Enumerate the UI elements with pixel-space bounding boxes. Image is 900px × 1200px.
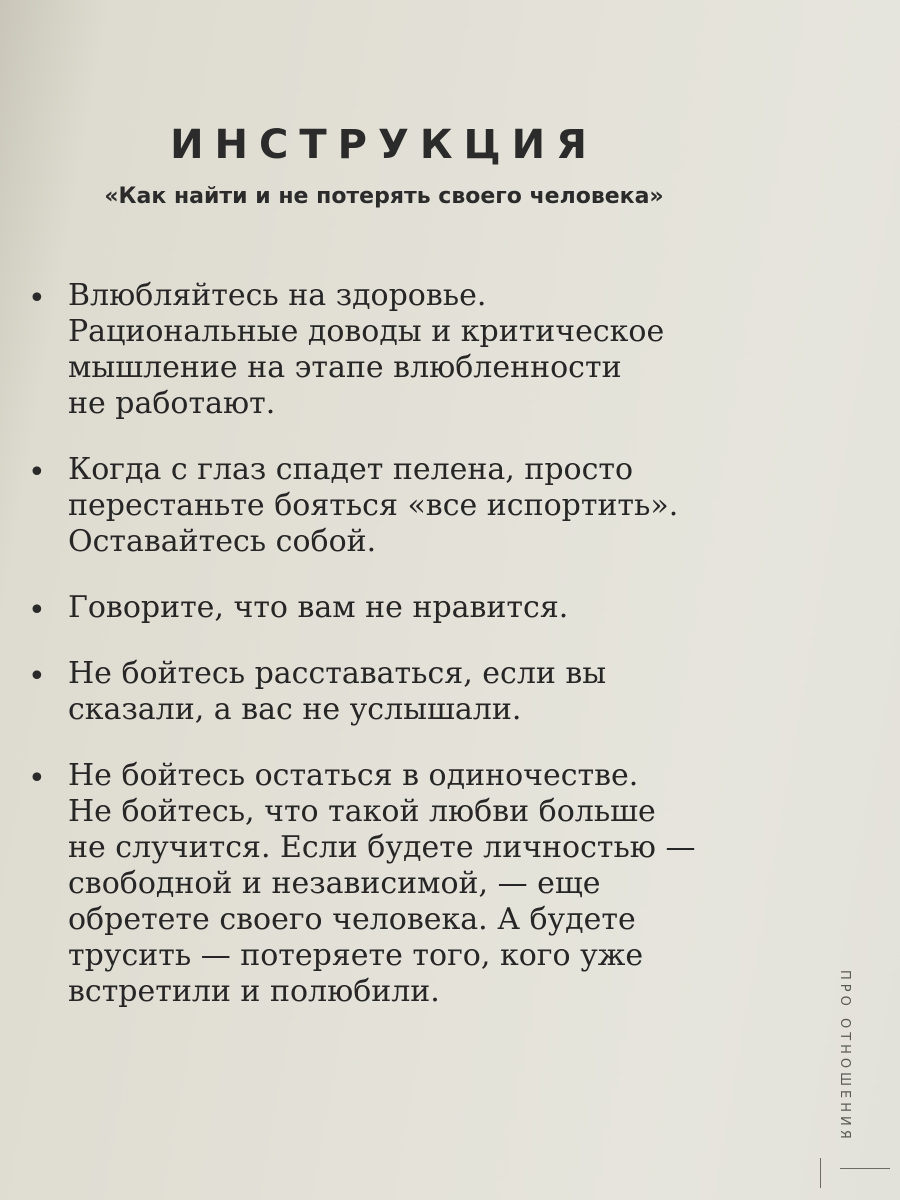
bullet-icon: •	[28, 455, 46, 490]
section-side-label: ПРО ОТНОШЕНИЯ	[837, 970, 852, 1143]
item-line: Рациональные доводы и критическое	[68, 314, 665, 349]
item-line: не случится. Если будете личностью —	[68, 830, 696, 865]
item-line: обретете своего человека. А будете	[68, 902, 636, 937]
item-line: Не бойтесь расставаться, если вы	[68, 656, 607, 691]
item-line: Говорите, что вам не нравится.	[68, 590, 569, 625]
list-item	[26, 758, 746, 1010]
corner-rule	[840, 1168, 890, 1169]
item-line: не работают.	[68, 386, 276, 421]
page-title: ИНСТРУКЦИЯ	[170, 122, 598, 168]
corner-tick	[820, 1158, 821, 1188]
item-line: сказали, а вас не услышали.	[68, 692, 522, 727]
item-line: Оставайтесь собой.	[68, 524, 377, 559]
bullet-icon: •	[28, 593, 46, 628]
bullet-icon: •	[28, 761, 46, 796]
item-line: перестаньте бояться «все испортить».	[68, 488, 679, 523]
instruction-list	[26, 278, 746, 1040]
item-line: свободной и независимой, — еще	[68, 866, 601, 901]
item-line: Не бойтесь остаться в одиночестве.	[68, 758, 639, 793]
item-line: Влюбляйтесь на здоровье.	[68, 278, 487, 313]
item-line: Когда с глаз спадет пелена, просто	[68, 452, 634, 487]
bullet-icon: •	[28, 281, 46, 316]
item-line: Не бойтесь, что такой любви больше	[68, 794, 656, 829]
item-line: встретили и полюбили.	[68, 974, 440, 1009]
item-line: трусить — потеряете того, кого уже	[68, 938, 644, 973]
list-item	[26, 278, 746, 422]
list-item	[26, 590, 746, 626]
list-item	[26, 452, 746, 560]
bullet-icon: •	[28, 659, 46, 694]
page-subtitle: «Как найти и не потерять своего человека»	[104, 184, 664, 209]
list-item	[26, 656, 746, 728]
item-line: мышление на этапе влюбленности	[68, 350, 622, 385]
